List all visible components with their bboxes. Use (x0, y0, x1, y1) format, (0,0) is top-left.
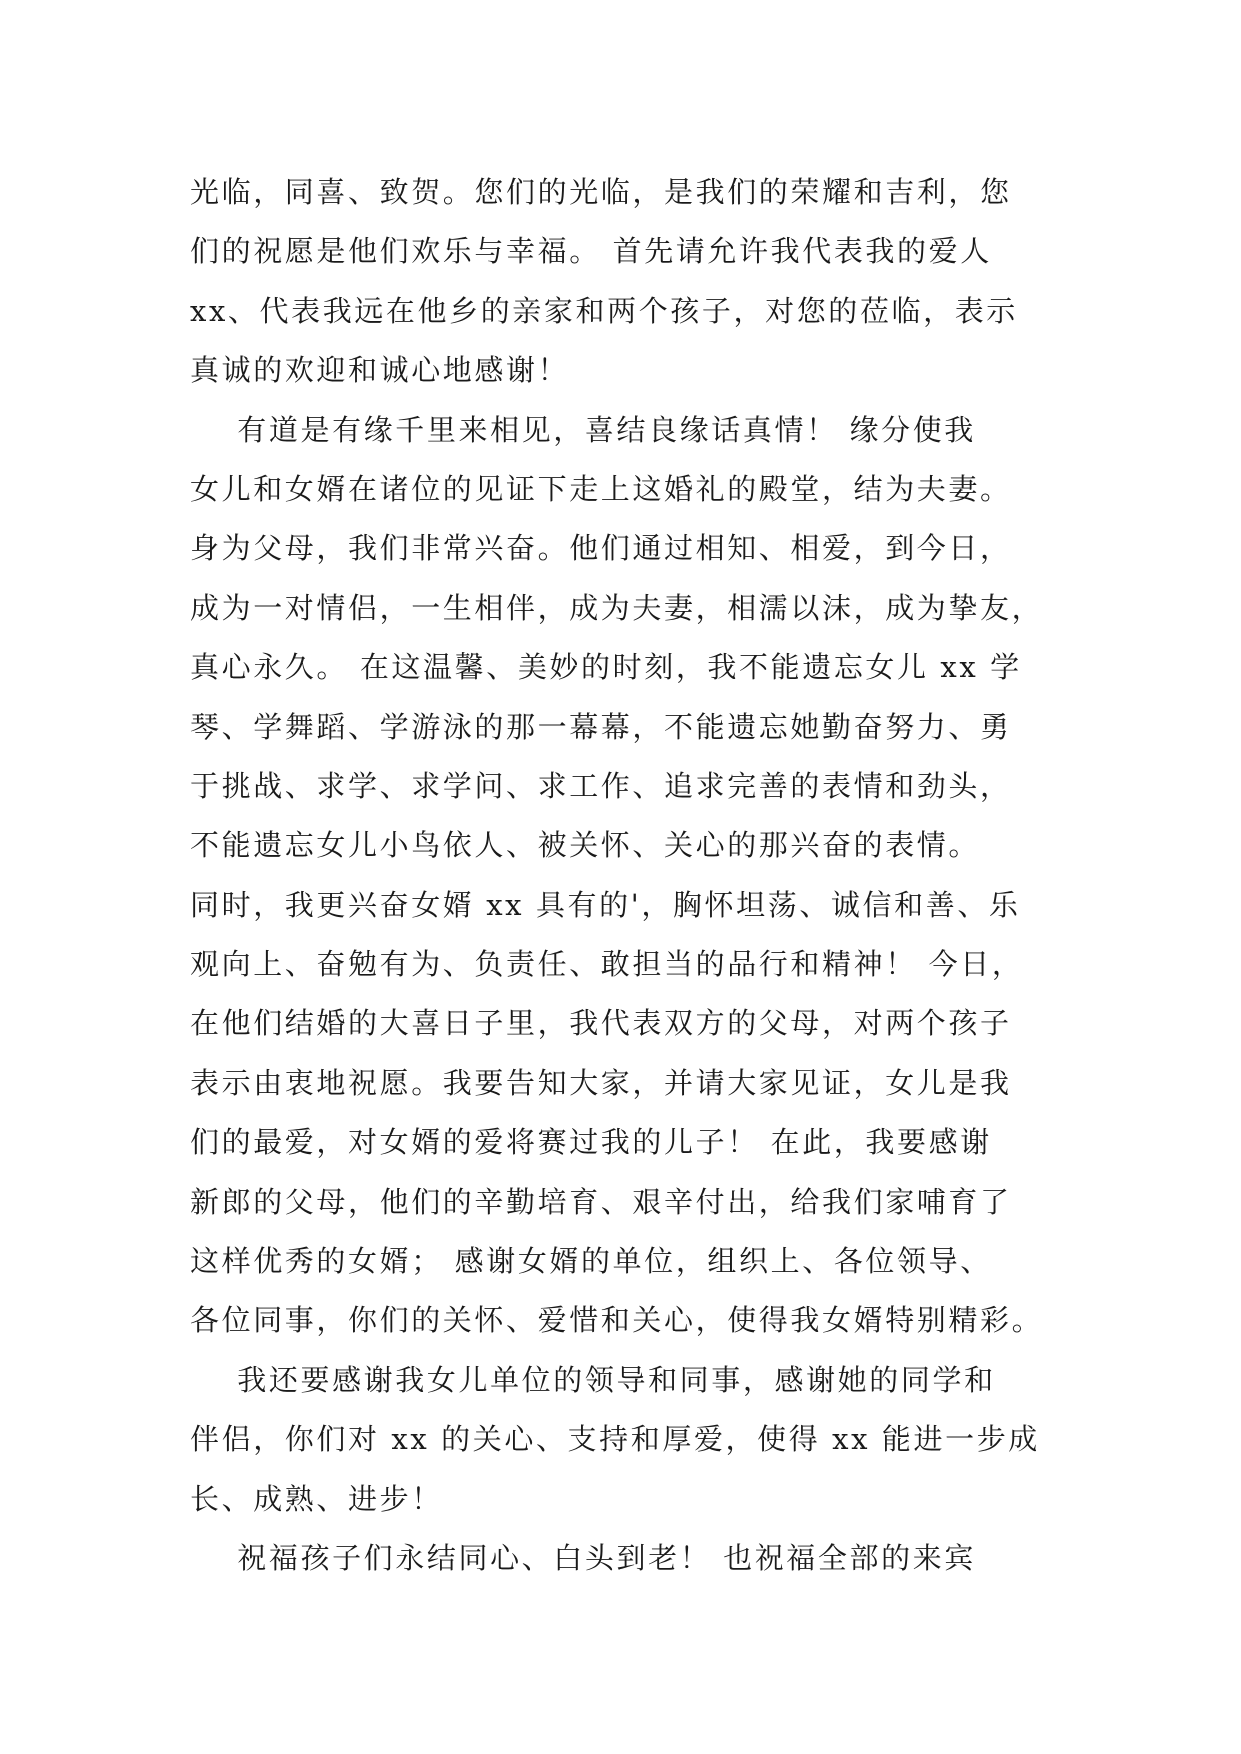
text-line: 我还要感谢我女儿单位的领导和同事，感谢她的同学和 (190, 1362, 996, 1397)
text-line: 真诚的欢迎和诚心地感谢！ (190, 353, 570, 388)
text-line: 不能遗忘女儿小鸟依人、被关怀、关心的那兴奋的表情。 (190, 828, 981, 863)
text-line: 们的祝愿是他们欢乐与幸福。 首先请允许我代表我的爱人 (190, 234, 992, 269)
text-line: 祝福孩子们永结同心、白头到老！ 也祝福全部的来宾 (190, 1540, 976, 1575)
text-line: 光临，同喜、致贺。您们的光临，是我们的荣耀和吉利，您 (190, 175, 1012, 209)
text-line: xx、代表我远在他乡的亲家和两个孩子，对您的莅临，表示 (190, 293, 1018, 328)
text-line: 这样优秀的女婿； 感谢女婿的单位，组织上、各位领导、 (190, 1244, 992, 1279)
text-line: 观向上、奋勉有为、负责任、敢担当的品行和精神！ 今日， (190, 947, 1024, 982)
text-line: 在他们结婚的大喜日子里，我代表双方的父母，对两个孩子 (190, 1006, 1012, 1041)
text-line: 真心永久。 在这温馨、美妙的时刻，我不能遗忘女儿 xx 学 (190, 650, 1022, 685)
text-line: 长、成熟、进步！ (190, 1481, 443, 1516)
speech-text (190, 163, 1070, 1588)
text-line: 成为一对情侣，一生相伴，成为夫妻，相濡以沫，成为挚友， (190, 590, 1044, 625)
text-line: 同时，我更兴奋女婿 xx 具有的'，胸怀坦荡、诚信和善、乐 (190, 887, 1021, 922)
text-line: 伴侣，你们对 xx 的关心、支持和厚爱，使得 xx 能进一步成 (190, 1422, 1040, 1457)
text-line: 琴、学舞蹈、学游泳的那一幕幕，不能遗忘她勤奋努力、勇 (190, 709, 1012, 744)
text-line: 于挑战、求学、求学问、求工作、追求完善的表情和劲头， (190, 768, 1012, 803)
text-line: 新郎的父母，他们的辛勤培育、艰辛付出，给我们家哺育了 (190, 1184, 1012, 1219)
text-line: 们的最爱，对女婿的爱将赛过我的儿子！ 在此，我要感谢 (190, 1125, 992, 1160)
text-line: 表示由衷地祝愿。我要告知大家，并请大家见证，女儿是我 (190, 1065, 1012, 1100)
text-line: 各位同事，你们的关怀、爱惜和关心，使得我女婿特别精彩。 (190, 1303, 1044, 1338)
text-line: 有道是有缘千里来相见，喜结良缘话真情！ 缘分使我 (190, 412, 976, 447)
text-line: 女儿和女婿在诸位的见证下走上这婚礼的殿堂，结为夫妻。 (190, 471, 1012, 506)
text-line: 身为父母，我们非常兴奋。他们通过相知、相爱，到今日， (190, 531, 1012, 566)
